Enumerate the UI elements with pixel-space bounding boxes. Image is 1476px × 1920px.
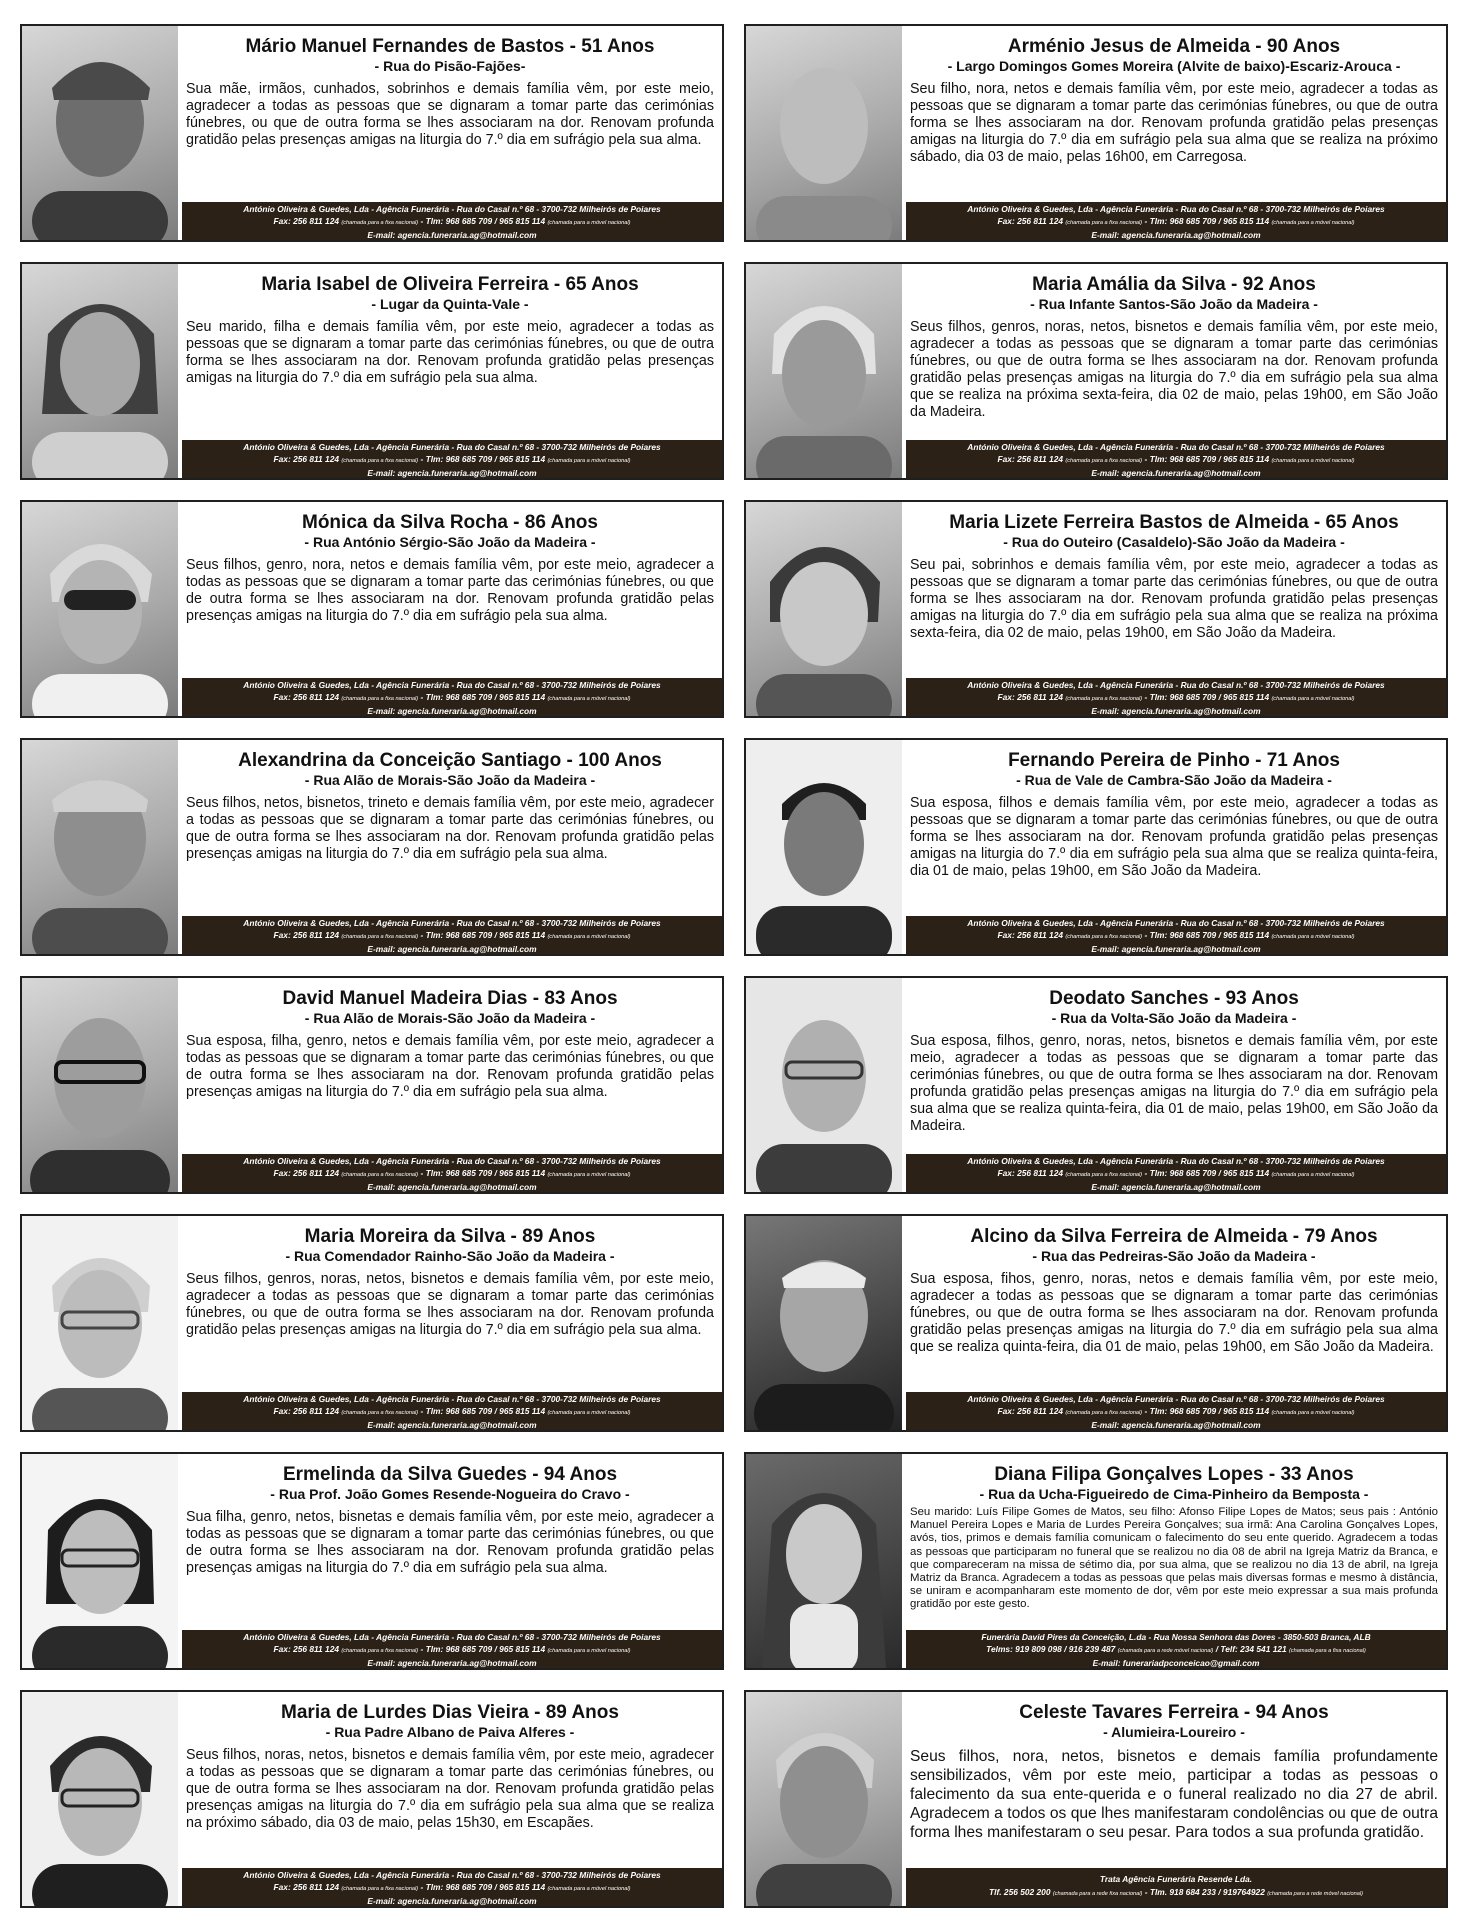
deceased-name: Arménio Jesus de Almeida - 90 Anos bbox=[1007, 36, 1341, 57]
funeral-agency-footer bbox=[906, 202, 1446, 240]
obituary-card bbox=[20, 976, 724, 1194]
obituary-grid bbox=[20, 24, 1448, 1908]
deceased-address: - Rua da Ucha-Figueiredo de Cima-Pinheiro da Bemposta - bbox=[979, 1486, 1369, 1502]
deceased-name: Maria Lizete Ferreira Bastos de Almeida - 65 Anos bbox=[949, 512, 1399, 533]
portrait-photo bbox=[746, 1216, 902, 1430]
agency-phones: Fax: 256 811 124 (chamada para a fixa nacional) - Tlm: 968 685 709 / 965 815 114 (chamada para a móvel nacional) bbox=[997, 930, 1355, 940]
notice-text: Seu filho, nora, netos e demais família vêm, por este meio, agradecer a todas as pessoas que se dignaram a tomar parte das cerimónias fúnebres, ou que de outra forma se lhes associaram na dor. Renovam profunda gratidão pelas presenças amigas na liturgia do 7.º dia em sufrágio pela sua alma que se realiza na próximo sábado, dia 03 de maio, pelas 16h00, em Carregosa. bbox=[910, 81, 1438, 165]
funeral-agency-footer bbox=[906, 1868, 1446, 1906]
obituary-card bbox=[744, 262, 1448, 480]
deceased-address: - Rua do Outeiro (Casaldelo)-São João da Madeira - bbox=[1003, 534, 1345, 550]
agency-email: E-mail: agencia.funeraria.ag@hotmail.com bbox=[1091, 230, 1261, 240]
agency-phones: Fax: 256 811 124 (chamada para a fixa nacional) - Tlm: 968 685 709 / 965 815 114 (chamada para a móvel nacional) bbox=[997, 454, 1355, 464]
agency-phones: Fax: 256 811 124 (chamada para a fixa nacional) - Tlm: 968 685 709 / 965 815 114 (chamada para a móvel nacional) bbox=[273, 692, 631, 702]
deceased-address: - Rua Alão de Morais-São João da Madeira - bbox=[304, 1010, 596, 1026]
agency-email: E-mail: agencia.funeraria.ag@hotmail.com bbox=[367, 706, 537, 716]
portrait-photo bbox=[746, 264, 902, 478]
funeral-agency-footer bbox=[906, 1392, 1446, 1430]
portrait-photo bbox=[22, 1216, 178, 1430]
notice-text: Sua esposa, filha, genro, netos e demais família vêm, por este meio, agradecer a todas as pessoas que se dignaram a tomar parte das cerimónias fúnebres, ou que de outra forma se lhes associaram na dor. Renovam profunda gratidão pelas presenças amigas na liturgia do 7.º dia em sufrágio pela sua alma. bbox=[186, 1033, 714, 1100]
obituary-card bbox=[20, 1452, 724, 1670]
agency-phones: Telms: 919 809 098 / 916 239 487 (chamada para a rede móvel nacional) / Telf: 234 541 121 (chamada para a fixa nacional) bbox=[986, 1644, 1366, 1654]
deceased-name: Diana Filipa Gonçalves Lopes - 33 Anos bbox=[994, 1464, 1354, 1485]
deceased-name: Maria Isabel de Oliveira Ferreira - 65 Anos bbox=[261, 274, 639, 295]
notice-text: Sua esposa, filhos e demais família vêm, por este meio, agradecer a todas as pessoas que se dignaram a tomar parte das cerimónias fúnebres, ou que de outra forma se lhes associaram na dor. Renovam profunda gratidão pelas presenças amigas na liturgia do 7.º dia em sufrágio pela sua alma que se realiza quinta-feira, dia 01 de maio, pelas 19h00, em São João da Madeira. bbox=[910, 795, 1438, 879]
obituary-card bbox=[744, 976, 1448, 1194]
funeral-agency-footer bbox=[906, 678, 1446, 716]
agency-phones: Fax: 256 811 124 (chamada para a fixa nacional) - Tlm: 968 685 709 / 965 815 114 (chamada para a móvel nacional) bbox=[273, 216, 631, 226]
obituary-card bbox=[744, 1452, 1448, 1670]
obituary-card bbox=[20, 738, 724, 956]
notice-text: Sua esposa, fihos, genro, noras, netos e demais família vêm, por este meio, agradecer a todas as pessoas que se dignaram a tomar parte das cerimónias fúnebres, ou que de outra forma se lhes associaram na dor. Renovam profunda gratidão pelas presenças amigas na liturgia do 7.º dia em sufrágio pela sua alma que se realiza quinta-feira, dia 01 de maio, pelas 19h00, em São João da Madeira. bbox=[910, 1271, 1438, 1355]
deceased-name: Alcino da Silva Ferreira de Almeida - 79 Anos bbox=[970, 1226, 1378, 1247]
agency-email: E-mail: funerariadpconceicao@gmail.com bbox=[1092, 1658, 1260, 1668]
funeral-agency-footer bbox=[906, 440, 1446, 478]
agency-phones: Fax: 256 811 124 (chamada para a fixa nacional) - Tlm: 968 685 709 / 965 815 114 (chamada para a móvel nacional) bbox=[273, 454, 631, 464]
agency-phones: Fax: 256 811 124 (chamada para a fixa nacional) - Tlm: 968 685 709 / 965 815 114 (chamada para a móvel nacional) bbox=[273, 930, 631, 940]
agency-address: António Oliveira & Guedes, Lda - Agência Funerária - Rua do Casal n.º 68 - 3700-732 Milheirós de Poiares bbox=[967, 442, 1385, 452]
funeral-agency-footer bbox=[182, 916, 722, 954]
portrait-photo bbox=[22, 1692, 178, 1906]
deceased-address: - Rua António Sérgio-São João da Madeira - bbox=[304, 534, 596, 550]
notice-text: Seu marido, filha e demais família vêm, por este meio, agradecer a todas as pessoas que se dignaram a tomar parte das cerimónias fúnebres, ou que de outra forma se lhes associaram na dor. Renovam profunda gratidão pelas presenças amigas na liturgia do 7.º dia em sufrágio pela sua alma. bbox=[186, 319, 714, 386]
agency-email: E-mail: agencia.funeraria.ag@hotmail.com bbox=[367, 468, 537, 478]
agency-phones: Fax: 256 811 124 (chamada para a fixa nacional) - Tlm: 968 685 709 / 965 815 114 (chamada para a móvel nacional) bbox=[997, 1168, 1355, 1178]
funeral-agency-footer bbox=[906, 916, 1446, 954]
deceased-address: - Rua Alão de Morais-São João da Madeira - bbox=[304, 772, 596, 788]
obituary-card bbox=[20, 1690, 724, 1908]
deceased-name: Mónica da Silva Rocha - 86 Anos bbox=[302, 512, 598, 533]
notice-text: Seus filhos, noras, netos, bisnetos e demais família vêm, por este meio, agradecer a todas as pessoas que se dignaram a tomar parte das cerimónias fúnebres, ou que de outra forma se lhes associaram na dor. Renovam profunda gratidão pelas presenças amigas na liturgia do 7.º dia em sufrágio pela sua alma que se realiza na próximo sábado, dia 03 de maio, pelas 15h30, em Escapães. bbox=[186, 1747, 714, 1831]
agency-phones: Fax: 256 811 124 (chamada para a fixa nacional) - Tlm: 968 685 709 / 965 815 114 (chamada para a móvel nacional) bbox=[997, 692, 1355, 702]
agency-address: António Oliveira & Guedes, Lda - Agência Funerária - Rua do Casal n.º 68 - 3700-732 Milheirós de Poiares bbox=[967, 204, 1385, 214]
deceased-address: - Largo Domingos Gomes Moreira (Alvite de baixo)-Escariz-Arouca - bbox=[947, 58, 1401, 74]
agency-email: E-mail: agencia.funeraria.ag@hotmail.com bbox=[1091, 468, 1261, 478]
deceased-name: Maria Amália da Silva - 92 Anos bbox=[1032, 274, 1316, 295]
obituary-card bbox=[20, 1214, 724, 1432]
agency-address: António Oliveira & Guedes, Lda - Agência Funerária - Rua do Casal n.º 68 - 3700-732 Milheirós de Poiares bbox=[243, 442, 661, 452]
deceased-address: - Rua Padre Albano de Paiva Alferes - bbox=[325, 1724, 575, 1740]
obituary-card bbox=[744, 1690, 1448, 1908]
notice-text: Sua esposa, filhos, genro, noras, netos, bisnetos e demais família vêm, por este meio, agradecer a todas as pessoas que se dignaram a tomar parte das cerimónias fúnebres, ou que de outra forma se lhes associaram na dor. Renovam profunda gratidão pelas presenças amigas na liturgia do 7.º dia em sufrágio pela sua alma que se realiza quinta-feira, dia 01 de maio, pelas 19h00, em São João da Madeira. bbox=[910, 1033, 1438, 1134]
agency-phones: Fax: 256 811 124 (chamada para a fixa nacional) - Tlm: 968 685 709 / 965 815 114 (chamada para a móvel nacional) bbox=[273, 1168, 631, 1178]
deceased-name: David Manuel Madeira Dias - 83 Anos bbox=[282, 988, 618, 1009]
portrait-photo bbox=[746, 740, 902, 954]
portrait-photo bbox=[22, 26, 178, 240]
agency-phones: Fax: 256 811 124 (chamada para a fixa nacional) - Tlm: 968 685 709 / 965 815 114 (chamada para a móvel nacional) bbox=[273, 1644, 631, 1654]
portrait-photo bbox=[22, 502, 178, 716]
agency-email: E-mail: agencia.funeraria.ag@hotmail.com bbox=[1091, 1182, 1261, 1192]
funeral-agency-footer bbox=[182, 678, 722, 716]
funeral-agency-footer bbox=[182, 1392, 722, 1430]
agency-phones: Fax: 256 811 124 (chamada para a fixa nacional) - Tlm: 968 685 709 / 965 815 114 (chamada para a móvel nacional) bbox=[273, 1882, 631, 1892]
funeral-agency-footer bbox=[182, 440, 722, 478]
deceased-address: - Alumieira-Loureiro - bbox=[1103, 1724, 1245, 1740]
obituary-card bbox=[744, 1214, 1448, 1432]
agency-phones: Tlf. 256 502 200 (chamada para a rede fixa nacional) - Tlm. 918 684 233 / 919764922 (chamada para a rede móvel nacional) bbox=[989, 1887, 1363, 1897]
obituary-card bbox=[20, 24, 724, 242]
deceased-name: Celeste Tavares Ferreira - 94 Anos bbox=[1019, 1702, 1329, 1723]
portrait-photo bbox=[22, 978, 178, 1192]
notice-text: Sua mãe, irmãos, cunhados, sobrinhos e demais família vêm, por este meio, agradecer a todas as pessoas que se dignaram a tomar parte das cerimónias fúnebres, ou que de outra forma se lhes associaram na dor. Renovam profunda gratidão pelas presenças amigas na liturgia do 7.º dia em sufrágio pela sua alma. bbox=[186, 81, 714, 148]
portrait-photo bbox=[746, 1454, 902, 1668]
portrait-photo bbox=[22, 264, 178, 478]
portrait-photo bbox=[746, 502, 902, 716]
funeral-agency-footer bbox=[182, 1630, 722, 1668]
portrait-photo bbox=[746, 1692, 902, 1906]
deceased-name: Fernando Pereira de Pinho - 71 Anos bbox=[1008, 750, 1340, 771]
agency-address: António Oliveira & Guedes, Lda - Agência Funerária - Rua do Casal n.º 68 - 3700-732 Milheirós de Poiares bbox=[243, 204, 661, 214]
deceased-name: Maria Moreira da Silva - 89 Anos bbox=[304, 1226, 596, 1247]
deceased-name: Deodato Sanches - 93 Anos bbox=[1049, 988, 1299, 1009]
agency-email: E-mail: agencia.funeraria.ag@hotmail.com bbox=[367, 1896, 537, 1906]
portrait-photo bbox=[22, 740, 178, 954]
deceased-name: Alexandrina da Conceição Santiago - 100 Anos bbox=[238, 750, 662, 771]
deceased-name: Maria de Lurdes Dias Vieira - 89 Anos bbox=[281, 1702, 619, 1723]
funeral-agency-footer bbox=[182, 1868, 722, 1906]
notice-text: Seus filhos, genros, noras, netos, bisnetos e demais família vêm, por este meio, agradecer a todas as pessoas que se dignaram a tomar parte das cerimónias fúnebres, ou que de outra forma se lhes associaram na dor. Renovam profunda gratidão pelas presenças amigas na liturgia do 7.º dia em sufrágio pela sua alma que se realiza na próxima sexta-feira, dia 02 de maio, pelas 19h00, em São João da Madeira. bbox=[910, 319, 1438, 420]
obituary-card bbox=[20, 500, 724, 718]
deceased-address: - Rua das Pedreiras-São João da Madeira - bbox=[1032, 1248, 1316, 1264]
notice-text: Seu marido: Luís Filipe Gomes de Matos, seu filho: Afonso Filipe Lopes de Matos; seus pais : António Manuel Pereira Lopes e Maria de Lurdes Pereira Gonçalves; sua irmã: Ana Carolina Gonçalves Lopes, avós, tios, primos e demais família comunicam o falecimento do seu ente querido. Agradecem a todas as pessoas que participaram no funeral que se realizou no dia 08 de abril na Igreja Matriz da Branca, e que compareceram na missa de sétimo dia, por sua alma, que se realizou no dia 13 de abril, na Igreja Matriz da Branca. Agradecem a todas as pessoas que pelas mais diversas formas e mesmo à distância, se uniram e acompanharam este momento de dor, vêm por este meio expressar a sua mais profunda gratidão por este gesto. bbox=[910, 1506, 1438, 1611]
agency-address: António Oliveira & Guedes, Lda - Agência Funerária - Rua do Casal n.º 68 - 3700-732 Milheirós de Poiares bbox=[243, 1870, 661, 1880]
deceased-address: - Rua da Volta-São João da Madeira - bbox=[1051, 1010, 1297, 1026]
funeral-agency-footer bbox=[906, 1154, 1446, 1192]
agency-email: E-mail: agencia.funeraria.ag@hotmail.com bbox=[367, 1420, 537, 1430]
agency-email: E-mail: agencia.funeraria.ag@hotmail.com bbox=[1091, 1420, 1261, 1430]
agency-phones: Fax: 256 811 124 (chamada para a fixa nacional) - Tlm: 968 685 709 / 965 815 114 (chamada para a móvel nacional) bbox=[997, 1406, 1355, 1416]
agency-address: António Oliveira & Guedes, Lda - Agência Funerária - Rua do Casal n.º 68 - 3700-732 Milheirós de Poiares bbox=[967, 1394, 1385, 1404]
obituary-card bbox=[744, 500, 1448, 718]
agency-address: António Oliveira & Guedes, Lda - Agência Funerária - Rua do Casal n.º 68 - 3700-732 Milheirós de Poiares bbox=[243, 1394, 661, 1404]
deceased-address: - Rua Infante Santos-São João da Madeira - bbox=[1030, 296, 1318, 312]
deceased-address: - Rua Comendador Rainho-São João da Madeira - bbox=[285, 1248, 615, 1264]
funeral-agency-footer bbox=[906, 1630, 1446, 1668]
agency-phones: Fax: 256 811 124 (chamada para a fixa nacional) - Tlm: 968 685 709 / 965 815 114 (chamada para a móvel nacional) bbox=[997, 216, 1355, 226]
agency-address: António Oliveira & Guedes, Lda - Agência Funerária - Rua do Casal n.º 68 - 3700-732 Milheirós de Poiares bbox=[243, 1156, 661, 1166]
notice-text: Seus filhos, nora, netos, bisnetos e demais família profundamente sensibilizados, vêm por este meio, participar a todas as pessoas o falecimento da sua ente-querida e o funeral realizado no dia 27 de abril. Agradecem a todos os que lhes manifestaram condolências ou que de outra forma lhes manifestaram o seu pesar. Para todos a sua profunda gratidão. bbox=[910, 1748, 1438, 1841]
notice-text: Seus filhos, genro, nora, netos e demais família vêm, por este meio, agradecer a todas as pessoas que se dignaram a tomar parte das cerimónias fúnebres, ou que de outra forma se lhes associaram na dor. Renovam profunda gratidão pelas presenças amigas na liturgia do 7.º dia em sufrágio pela sua alma. bbox=[186, 557, 714, 624]
obituary-card bbox=[20, 262, 724, 480]
deceased-name: Mário Manuel Fernandes de Bastos - 51 Anos bbox=[245, 36, 655, 57]
obituary-card bbox=[744, 24, 1448, 242]
portrait-photo bbox=[746, 978, 902, 1192]
agency-address: António Oliveira & Guedes, Lda - Agência Funerária - Rua do Casal n.º 68 - 3700-732 Milheirós de Poiares bbox=[243, 1632, 661, 1642]
deceased-name: Ermelinda da Silva Guedes - 94 Anos bbox=[282, 1464, 618, 1485]
agency-email: E-mail: agencia.funeraria.ag@hotmail.com bbox=[1091, 944, 1261, 954]
agency-address: António Oliveira & Guedes, Lda - Agência Funerária - Rua do Casal n.º 68 - 3700-732 Milheirós de Poiares bbox=[243, 918, 661, 928]
portrait-photo bbox=[746, 26, 902, 240]
obituary-card bbox=[744, 738, 1448, 956]
agency-address: António Oliveira & Guedes, Lda - Agência Funerária - Rua do Casal n.º 68 - 3700-732 Milheirós de Poiares bbox=[967, 918, 1385, 928]
deceased-address: - Lugar da Quinta-Vale - bbox=[371, 296, 529, 312]
notice-text: Seus filhos, genros, noras, netos, bisnetos e demais família vêm, por este meio, agradecer a todas as pessoas que se dignaram a tomar parte das cerimónias fúnebres, ou que de outra forma se lhes associaram na dor. Renovam profunda gratidão pelas presenças amigas na liturgia do 7.º dia em sufrágio pela sua alma. bbox=[186, 1271, 714, 1338]
agency-email: E-mail: agencia.funeraria.ag@hotmail.com bbox=[1091, 706, 1261, 716]
agency-address: Trata Agência Funerária Resende Lda. bbox=[1099, 1874, 1253, 1884]
notice-text: Seus filhos, netos, bisnetos, trineto e demais família vêm, por este meio, agradecer a todas as pessoas que se dignaram a tomar parte das cerimónias fúnebres, ou que de outra forma se lhes associaram na dor. Renovam profunda gratidão pelas presenças amigas na liturgia do 7.º dia em sufrágio pela sua alma. bbox=[186, 795, 714, 862]
agency-address: António Oliveira & Guedes, Lda - Agência Funerária - Rua do Casal n.º 68 - 3700-732 Milheirós de Poiares bbox=[967, 680, 1385, 690]
funeral-agency-footer bbox=[182, 202, 722, 240]
agency-email: E-mail: agencia.funeraria.ag@hotmail.com bbox=[367, 230, 537, 240]
agency-address: Funerária David Pires da Conceição, L.da - Rua Nossa Senhora das Dores - 3850-503 Branca, ALB bbox=[981, 1632, 1371, 1642]
agency-address: António Oliveira & Guedes, Lda - Agência Funerária - Rua do Casal n.º 68 - 3700-732 Milheirós de Poiares bbox=[243, 680, 661, 690]
deceased-address: - Rua Prof. João Gomes Resende-Nogueira do Cravo - bbox=[270, 1486, 630, 1502]
agency-email: E-mail: agencia.funeraria.ag@hotmail.com bbox=[367, 944, 537, 954]
portrait-photo bbox=[22, 1454, 178, 1668]
notice-text: Seu pai, sobrinhos e demais família vêm, por este meio, agradecer a todas as pessoas que se dignaram a tomar parte das cerimónias fúnebres, ou que de outra forma se lhes associaram na dor. Renovam profunda gratidão pelas presenças amigas na liturgia do 7.º dia em sufrágio pela sua alma que se realiza na próxima sexta-feira, dia 02 de maio, pelas 19h00, em São João da Madeira. bbox=[910, 557, 1438, 641]
agency-phones: Fax: 256 811 124 (chamada para a fixa nacional) - Tlm: 968 685 709 / 965 815 114 (chamada para a móvel nacional) bbox=[273, 1406, 631, 1416]
agency-address: António Oliveira & Guedes, Lda - Agência Funerária - Rua do Casal n.º 68 - 3700-732 Milheirós de Poiares bbox=[967, 1156, 1385, 1166]
agency-email: E-mail: agencia.funeraria.ag@hotmail.com bbox=[367, 1182, 537, 1192]
notice-text: Sua filha, genro, netos, bisnetas e demais família vêm, por este meio, agradecer a todas as pessoas que se dignaram a tomar parte das cerimónias fúnebres, ou que de outra forma se lhes associaram na dor. Renovam profunda gratidão pelas presenças amigas na liturgia do 7.º dia em sufrágio pela sua alma. bbox=[186, 1509, 714, 1576]
agency-email: E-mail: agencia.funeraria.ag@hotmail.com bbox=[367, 1658, 537, 1668]
deceased-address: - Rua de Vale de Cambra-São João da Madeira - bbox=[1016, 772, 1332, 788]
deceased-address: - Rua do Pisão-Fajões- bbox=[374, 58, 526, 74]
funeral-agency-footer bbox=[182, 1154, 722, 1192]
